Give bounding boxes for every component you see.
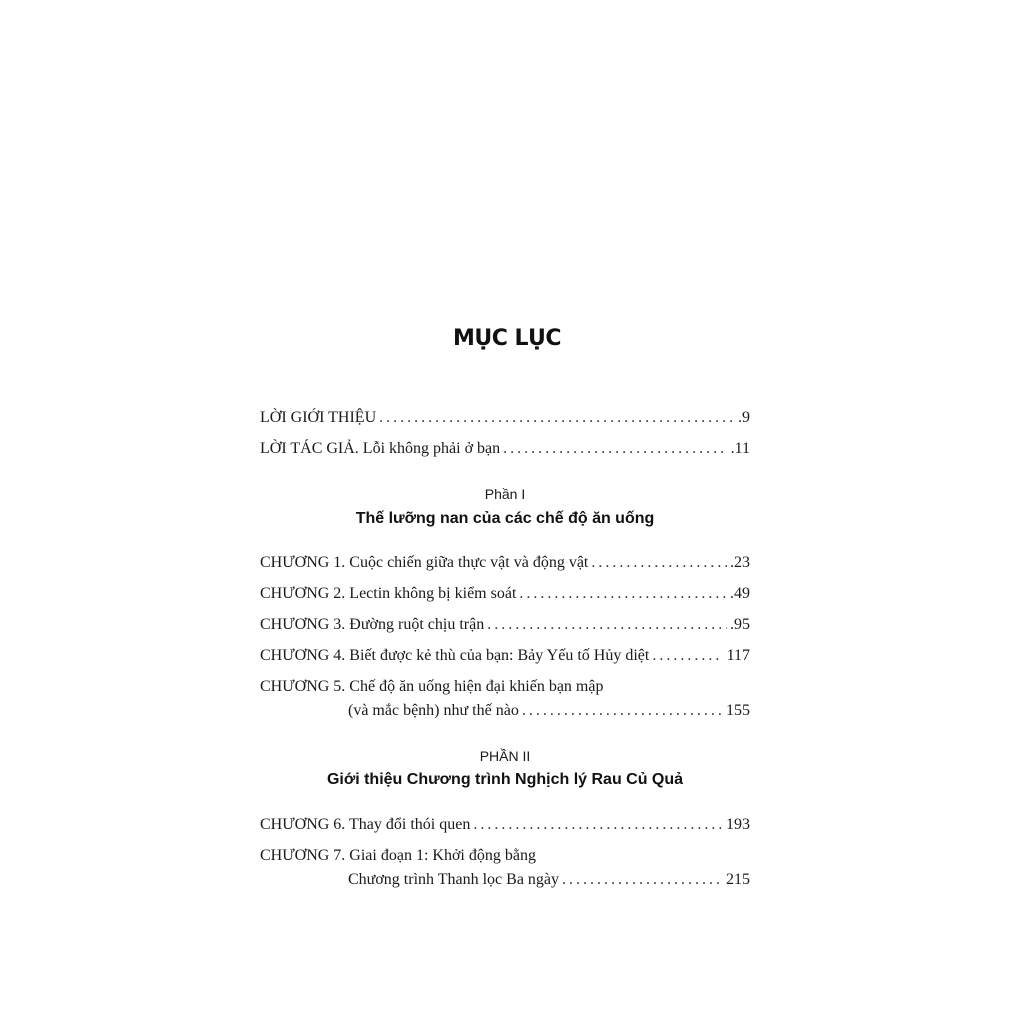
toc-entry-introduction[interactable] (260, 408, 750, 428)
toc-entry-label: CHƯƠNG 2. Lectin không bị kiểm soát (260, 585, 517, 602)
toc-entry-page: 215 (726, 871, 750, 888)
toc-entry-label: CHƯƠNG 4. Biết được kẻ thù của bạn: Bảy Yếu tố Hủy diệt (260, 647, 650, 664)
toc-entry-label-continued: (và mắc bệnh) như thế nào (348, 702, 519, 719)
dot-leader (487, 615, 727, 635)
part-label: PHẦN II (479, 748, 531, 764)
toc-entry-label: CHƯƠNG 6. Thay đổi thói quen (260, 816, 471, 833)
toc-entry-chapter-7[interactable] (260, 846, 750, 890)
toc-entry-chapter-1[interactable] (260, 553, 750, 573)
toc-entry-page: .11 (730, 440, 750, 457)
part-title: Giới thiệu Chương trình Nghịch lý Rau Củ Quả (326, 771, 684, 788)
toc-entry-label: LỜI TÁC GIẢ. Lỗi không phải ở bạn (260, 440, 501, 457)
toc-entry-author-note[interactable] (260, 439, 750, 459)
toc-entry-chapter-5[interactable] (260, 677, 750, 721)
page-title: MỤC LỤC (452, 326, 562, 351)
toc-entry-page: .95 (730, 616, 750, 633)
dot-leader (522, 701, 721, 721)
part-title: Thế lưỡng nan của các chế độ ăn uống (355, 510, 655, 527)
dot-leader (473, 815, 721, 835)
toc-entry-label: CHƯƠNG 5. Chế độ ăn uống hiện đại khiến bạn mập (260, 678, 604, 695)
toc-entry-label: CHƯƠNG 3. Đường ruột chịu trận (260, 616, 485, 633)
dot-leader (379, 408, 735, 428)
toc-entry-page: .23 (730, 554, 750, 571)
dot-leader (519, 584, 727, 604)
toc-entry-label: LỜI GIỚI THIỆU (260, 409, 377, 426)
toc-entry-page: 117 (726, 647, 750, 664)
dot-leader (503, 439, 727, 459)
toc-entry-label-continued: Chương trình Thanh lọc Ba ngày (348, 871, 560, 888)
dot-leader (562, 870, 721, 890)
toc-entry-label: CHƯƠNG 1. Cuộc chiến giữa thực vật và động vật (260, 554, 589, 571)
toc-entry-chapter-6[interactable] (260, 815, 750, 835)
toc-entry-chapter-2[interactable] (260, 584, 750, 604)
toc-entry-chapter-3[interactable] (260, 615, 750, 635)
dot-leader (591, 553, 727, 573)
toc-entry-page: 155 (726, 702, 750, 719)
toc-entry-label: CHƯƠNG 7. Giai đoạn 1: Khởi động bằng (260, 847, 536, 864)
dot-leader (652, 646, 721, 666)
toc-entry-page: .49 (730, 585, 750, 602)
toc-entry-chapter-4[interactable] (260, 646, 750, 666)
toc-entry-page: .9 (738, 409, 750, 426)
part-label: Phần I (484, 486, 526, 502)
toc-entry-page: 193 (726, 816, 750, 833)
